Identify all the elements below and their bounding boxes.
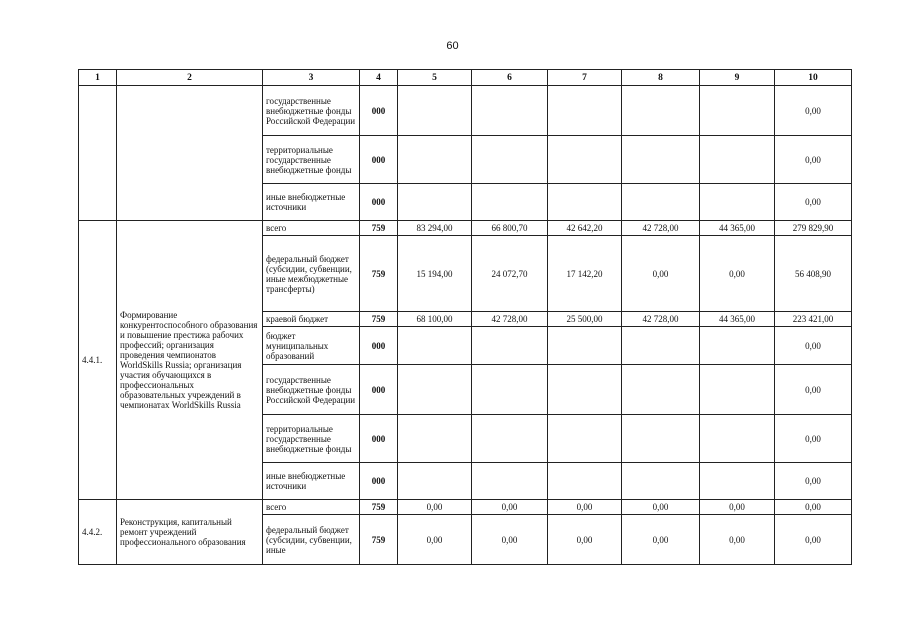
value-cell bbox=[398, 327, 472, 365]
value-cell bbox=[700, 184, 775, 221]
value-cell bbox=[548, 327, 622, 365]
budget-code: 000 bbox=[360, 184, 398, 221]
value-cell: 42 728,00 bbox=[472, 312, 548, 327]
value-cell: 15 194,00 bbox=[398, 236, 472, 312]
value-cell bbox=[398, 415, 472, 463]
row-index: 4.4.1. bbox=[79, 221, 117, 500]
funding-source: территориальные государственные внебюджетные фонды bbox=[263, 136, 360, 184]
value-cell bbox=[472, 327, 548, 365]
value-cell bbox=[548, 415, 622, 463]
funding-source: всего bbox=[263, 221, 360, 236]
value-cell bbox=[548, 86, 622, 136]
value-cell: 42 728,00 bbox=[622, 312, 700, 327]
value-cell bbox=[700, 136, 775, 184]
value-cell: 66 800,70 bbox=[472, 221, 548, 236]
funding-source: государственные внебюджетные фонды Российской Федерации bbox=[263, 365, 360, 415]
value-cell bbox=[700, 365, 775, 415]
funding-source: территориальные государственные внебюджетные фонды bbox=[263, 415, 360, 463]
value-cell: 0,00 bbox=[622, 515, 700, 565]
row-name-cell bbox=[117, 86, 263, 221]
value-cell: 0,00 bbox=[700, 500, 775, 515]
value-cell bbox=[398, 184, 472, 221]
column-header: 8 bbox=[622, 70, 700, 86]
value-cell: 0,00 bbox=[548, 500, 622, 515]
measure-name: Реконструкция, капитальный ремонт учреждений профессионального образования bbox=[117, 500, 263, 565]
total-cell: 0,00 bbox=[775, 86, 852, 136]
row-index-cell bbox=[79, 86, 117, 221]
value-cell: 25 500,00 bbox=[548, 312, 622, 327]
value-cell bbox=[700, 86, 775, 136]
budget-code: 759 bbox=[360, 500, 398, 515]
value-cell bbox=[472, 415, 548, 463]
value-cell: 83 294,00 bbox=[398, 221, 472, 236]
total-cell: 56 408,90 bbox=[775, 236, 852, 312]
budget-code: 000 bbox=[360, 136, 398, 184]
value-cell bbox=[548, 365, 622, 415]
total-cell: 0,00 bbox=[775, 515, 852, 565]
value-cell bbox=[398, 365, 472, 415]
table-header-row bbox=[79, 70, 852, 86]
value-cell bbox=[622, 415, 700, 463]
funding-source: федеральный бюджет (субсидии, субвенции, иные bbox=[263, 515, 360, 565]
value-cell: 24 072,70 bbox=[472, 236, 548, 312]
budget-code: 000 bbox=[360, 327, 398, 365]
column-header: 4 bbox=[360, 70, 398, 86]
value-cell bbox=[398, 463, 472, 500]
value-cell bbox=[398, 136, 472, 184]
column-header: 7 bbox=[548, 70, 622, 86]
column-header: 3 bbox=[263, 70, 360, 86]
value-cell bbox=[622, 184, 700, 221]
value-cell bbox=[700, 463, 775, 500]
value-cell bbox=[472, 184, 548, 221]
value-cell: 0,00 bbox=[398, 515, 472, 565]
value-cell: 44 365,00 bbox=[700, 312, 775, 327]
value-cell: 0,00 bbox=[622, 500, 700, 515]
value-cell bbox=[622, 327, 700, 365]
value-cell bbox=[398, 86, 472, 136]
funding-source: краевой бюджет bbox=[263, 312, 360, 327]
value-cell bbox=[700, 415, 775, 463]
value-cell bbox=[622, 463, 700, 500]
total-cell: 223 421,00 bbox=[775, 312, 852, 327]
column-header: 9 bbox=[700, 70, 775, 86]
page-number: 60 bbox=[446, 40, 459, 52]
value-cell bbox=[472, 86, 548, 136]
funding-source: иные внебюджетные источники bbox=[263, 184, 360, 221]
funding-source: иные внебюджетные источники bbox=[263, 463, 360, 500]
value-cell bbox=[622, 86, 700, 136]
funding-source: государственные внебюджетные фонды Российской Федерации bbox=[263, 86, 360, 136]
value-cell: 0,00 bbox=[548, 515, 622, 565]
total-cell: 0,00 bbox=[775, 415, 852, 463]
value-cell: 0,00 bbox=[622, 236, 700, 312]
value-cell: 0,00 bbox=[700, 236, 775, 312]
value-cell: 44 365,00 bbox=[700, 221, 775, 236]
budget-code: 000 bbox=[360, 415, 398, 463]
table-row bbox=[79, 500, 852, 515]
budget-code: 759 bbox=[360, 221, 398, 236]
value-cell bbox=[548, 463, 622, 500]
funding-source: бюджет муниципальных образований bbox=[263, 327, 360, 365]
column-header: 10 bbox=[775, 70, 852, 86]
total-cell: 0,00 bbox=[775, 327, 852, 365]
value-cell bbox=[472, 463, 548, 500]
column-header: 6 bbox=[472, 70, 548, 86]
total-cell: 0,00 bbox=[775, 463, 852, 500]
value-cell bbox=[622, 136, 700, 184]
value-cell: 17 142,20 bbox=[548, 236, 622, 312]
total-cell: 0,00 bbox=[775, 365, 852, 415]
value-cell: 0,00 bbox=[472, 515, 548, 565]
total-cell: 0,00 bbox=[775, 136, 852, 184]
table-row bbox=[79, 86, 852, 136]
value-cell: 42 642,20 bbox=[548, 221, 622, 236]
value-cell: 42 728,00 bbox=[622, 221, 700, 236]
value-cell: 68 100,00 bbox=[398, 312, 472, 327]
total-cell: 0,00 bbox=[775, 500, 852, 515]
column-header: 1 bbox=[79, 70, 117, 86]
funding-source: федеральный бюджет (субсидии, субвенции, иные межбюджетные трансферты) bbox=[263, 236, 360, 312]
funding-source: всего bbox=[263, 500, 360, 515]
value-cell bbox=[472, 365, 548, 415]
measure-name: Формирование конкурентоспособного образования и повышение престижа рабочих профессий; организация проведения чемпионатов WorldSkills Russia; организация участия обучающихся в профессиональных образовательных учреждений в чемпионатах WorldSkills Russia bbox=[117, 221, 263, 500]
value-cell bbox=[472, 136, 548, 184]
budget-code: 000 bbox=[360, 86, 398, 136]
row-index: 4.4.2. bbox=[79, 500, 117, 565]
value-cell: 0,00 bbox=[472, 500, 548, 515]
total-cell: 279 829,90 bbox=[775, 221, 852, 236]
column-header: 5 bbox=[398, 70, 472, 86]
budget-code: 759 bbox=[360, 236, 398, 312]
value-cell bbox=[548, 184, 622, 221]
value-cell bbox=[548, 136, 622, 184]
value-cell bbox=[700, 327, 775, 365]
budget-code: 759 bbox=[360, 515, 398, 565]
value-cell: 0,00 bbox=[700, 515, 775, 565]
table-row bbox=[79, 221, 852, 236]
budget-table bbox=[78, 69, 852, 565]
column-header: 2 bbox=[117, 70, 263, 86]
budget-code: 000 bbox=[360, 365, 398, 415]
value-cell: 0,00 bbox=[398, 500, 472, 515]
value-cell bbox=[622, 365, 700, 415]
budget-code: 000 bbox=[360, 463, 398, 500]
total-cell: 0,00 bbox=[775, 184, 852, 221]
budget-code: 759 bbox=[360, 312, 398, 327]
